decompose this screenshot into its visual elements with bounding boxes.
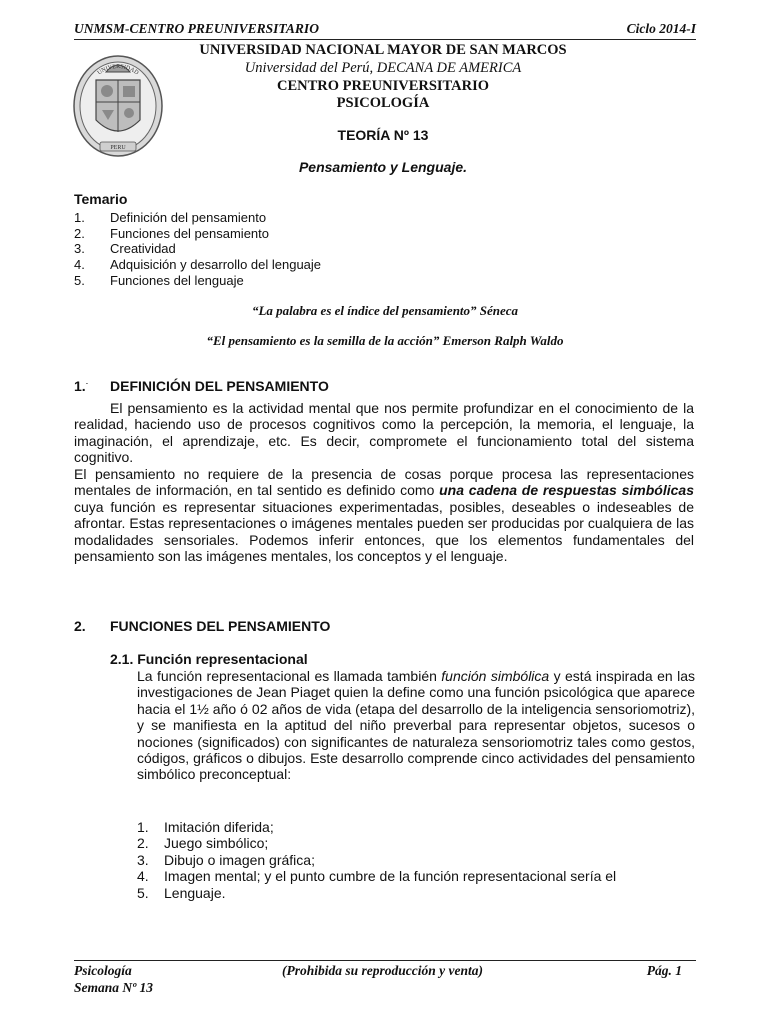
list-item: 1. Imitación diferida;	[137, 819, 274, 835]
temario-heading: Temario	[74, 191, 128, 207]
seal-banner-text: UNIVERSIDAD	[96, 64, 140, 77]
section-1-paragraph-1: El pensamiento es la actividad mental que nos permite profundizar en el conocimiento de la realidad, haciendo uso de procesos cognitivos como la percepción, la memoria, el lenguaje, la imaginación, el aprendizaje, etc. Es decir, compromete el funcionamiento total del sistema cognitivo.	[74, 400, 694, 466]
footer-notice: (Prohibida su reproducción y venta)	[282, 963, 483, 978]
list-item: 3. Dibujo o imagen gráfica;	[137, 851, 315, 868]
subsection-2-1-heading: 2.1. Función representacional	[110, 651, 308, 667]
list-item: 1. Definición del pensamiento	[74, 210, 267, 225]
seal-ribbon-text: PERU	[110, 145, 126, 151]
topic-title: Pensamiento y Lenguaje.	[298, 159, 468, 175]
list-item: 4. Adquisición y desarrollo del lenguaje	[74, 257, 322, 273]
list-item: 2. Juego simbólico;	[137, 835, 269, 852]
list-item: 5. Funciones del lenguaje	[74, 272, 244, 288]
footer-week: Semana Nº 13	[74, 980, 154, 995]
section-2-heading: 2. FUNCIONES DEL PENSAMIENTO	[74, 618, 331, 634]
quote-emerson: “El pensamiento es la semilla de la acción” Emerson Ralph Waldo	[206, 333, 564, 348]
page-number: Pág. 1	[646, 963, 682, 978]
section-1-paragraph-2: El pensamiento no requiere de la presencia de cosas porque procesa las representaciones mentales de información, en tal sentido es definido como una cadena de respuestas simbólicas cuya función es representar situaciones experimentadas, posibles, deseables o indeseables de afrontar. Estas representaciones o imágenes mentales pueden ser producidas por cualquiera de las modalidades sensoriales. Podemos inferir entonces, que los elementos fundamentales del pensamiento son las imágenes mentales, los conceptos y el lenguaje.	[74, 466, 694, 565]
section-1-heading: 1.- DEFINICIÓN DEL PENSAMIENTO	[74, 378, 329, 394]
emphasis-text: una cadena de respuestas simbólicas	[439, 482, 694, 499]
subsection-2-1-paragraph: La función representacional es llamada también función simbólica y está inspirada en las investigaciones de Jean Piaget quien la define como una función psicológica que aparece hacia el 1½ año ó 02 años de vida (etapa del desarrollo de la inteligencia sensoriomotriz), y se manifiesta en la aptitud del niño preverbal para representar objetos, sucesos o nociones (significados) con significantes de naturaleza sensoriomotriz tales como gestos, códigos, gráficos o dibujos. Este desarrollo comprende cinco actividades del pensamiento simbólico preconceptual:	[137, 668, 695, 783]
subject-name: PSICOLOGÍA	[336, 95, 430, 111]
theory-number: TEORÍA Nº 13	[337, 127, 429, 143]
activities-list	[137, 819, 616, 901]
list-item: 3. Creatividad	[74, 241, 176, 257]
header-cycle: Ciclo 2014-I	[626, 21, 696, 36]
footer-subject: Psicología	[74, 963, 132, 978]
header-institution: UNMSM-CENTRO PREUNIVERSITARIO	[74, 21, 319, 36]
quote-seneca: “La palabra es el índice del pensamiento” Séneca	[251, 303, 519, 318]
list-item: 5. Lenguaje.	[137, 884, 226, 901]
temario-list	[74, 210, 321, 289]
list-item: 4. Imagen mental; y el punto cumbre de la función representacional sería el	[137, 868, 617, 885]
list-item: 2. Funciones del pensamiento	[74, 225, 269, 241]
page-header	[74, 21, 696, 40]
italic-term: función simbólica	[441, 668, 550, 684]
university-subtitle: Universidad del Perú, DECANA DE AMERICA	[244, 60, 522, 76]
center-name: CENTRO PREUNIVERSITARIO	[276, 78, 490, 94]
page-footer	[74, 960, 696, 1001]
university-name: UNIVERSIDAD NACIONAL MAYOR DE SAN MARCOS	[199, 42, 567, 58]
